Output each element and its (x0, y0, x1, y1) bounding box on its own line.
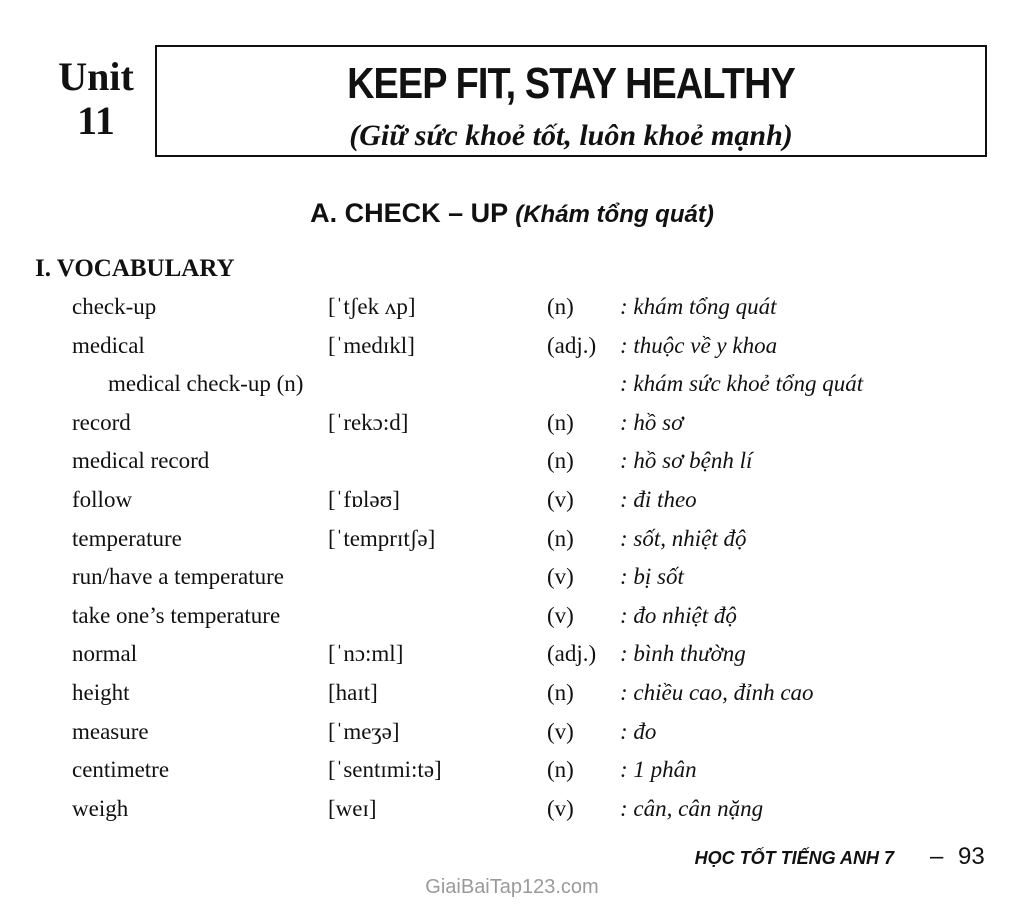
vocab-row (0, 329, 1024, 368)
vocab-meaning: : bị sốt (620, 564, 684, 590)
vocab-ipa: [weɪ] (328, 795, 377, 821)
vocab-word: medical check-up (n) (108, 371, 304, 397)
vocab-meaning: : khám tổng quát (620, 294, 777, 319)
vocab-pos: (n) (547, 757, 574, 783)
vocab-pos: (v) (547, 486, 574, 512)
main-title: KEEP FIT, STAY HEALTHY (347, 59, 795, 108)
vocab-pos: (n) (547, 679, 574, 705)
footer-book-title: HỌC TỐT TIẾNG ANH 7 (694, 848, 894, 868)
vocab-row (0, 367, 1024, 406)
vocab-word: temperature (72, 525, 182, 551)
vocab-row (0, 290, 1024, 329)
vocab-ipa: [ˈsentɪmi:tə] (328, 757, 442, 783)
vocab-meaning: : cân, cân nặng (620, 795, 764, 821)
vocab-word: normal (72, 641, 138, 667)
section-subtitle: (Khám tổng quát) (515, 201, 714, 228)
vocab-meaning: : hồ sơ bệnh lí (620, 448, 753, 474)
vocab-row (0, 753, 1024, 792)
vocab-row (0, 444, 1024, 483)
title-subtitle: (Giữ sức khoẻ tốt, luôn khoẻ mạnh) (349, 119, 793, 152)
page-number: 93 (958, 843, 985, 870)
vocab-word: check-up (72, 294, 157, 319)
vocab-row (0, 522, 1024, 561)
vocab-word: take one’s temperature (72, 602, 281, 628)
unit-number: 11 (77, 98, 115, 143)
unit-word: Unit (58, 54, 134, 99)
vocab-row (0, 406, 1024, 445)
vocab-meaning: : hồ sơ (620, 409, 684, 435)
vocab-pos: (n) (547, 409, 574, 435)
watermark: GiaiBaiTap123.com (425, 876, 599, 898)
vocabulary-heading: I. VOCABULARY (35, 255, 235, 282)
vocab-pos: (adj.) (547, 332, 597, 358)
vocab-pos: (adj.) (547, 641, 597, 667)
vocab-word: height (72, 679, 130, 705)
vocab-meaning: : sốt, nhiệt độ (620, 525, 747, 551)
vocab-meaning: : khám sức khoẻ tổng quát (620, 371, 864, 397)
vocab-pos: (n) (547, 294, 574, 319)
vocab-ipa: [haɪt] (328, 679, 378, 705)
vocab-word: record (72, 409, 131, 435)
vocab-row (0, 599, 1024, 638)
vocab-pos: (n) (547, 448, 574, 474)
vocab-pos: (v) (547, 602, 574, 628)
vocab-meaning: : bình thường (620, 641, 746, 667)
vocab-ipa: [ˈmedɪkl] (328, 332, 415, 358)
vocab-meaning: : đo (620, 718, 657, 744)
vocab-pos: (v) (547, 718, 574, 744)
vocab-word: medical record (72, 448, 210, 474)
vocab-row (0, 715, 1024, 754)
vocab-row (0, 637, 1024, 676)
vocab-meaning: : thuộc về y khoa (620, 332, 778, 358)
unit-label (40, 55, 152, 143)
footer-dash: – (930, 843, 944, 870)
vocab-ipa: [ˈrekɔ:d] (328, 409, 409, 435)
vocab-ipa: [ˈfɒləʊ] (328, 486, 400, 512)
title-box (155, 45, 987, 157)
vocab-ipa: [ˈtʃek ʌp] (328, 294, 416, 319)
vocab-pos: (v) (547, 795, 574, 821)
vocab-meaning: : chiều cao, đỉnh cao (620, 679, 814, 705)
vocab-row (0, 792, 1024, 831)
vocab-word: weigh (72, 795, 129, 821)
vocab-word: run/have a temperature (72, 564, 284, 590)
vocab-pos: (n) (547, 525, 574, 551)
vocab-meaning: : đo nhiệt độ (620, 602, 737, 628)
vocab-ipa: [ˈnɔ:ml] (328, 641, 404, 667)
vocab-ipa: [ˈmeʒə] (328, 718, 400, 744)
vocab-ipa: [ˈtemprɪtʃə] (328, 525, 436, 551)
vocab-row (0, 483, 1024, 522)
vocab-pos: (v) (547, 564, 574, 590)
vocab-word: measure (72, 718, 149, 744)
vocab-meaning: : 1 phân (620, 757, 697, 783)
vocab-word: centimetre (72, 757, 170, 783)
section-heading (0, 198, 1024, 229)
vocab-word: medical (72, 332, 145, 358)
vocab-row (0, 560, 1024, 599)
vocabulary-list (0, 290, 1024, 830)
vocab-row (0, 676, 1024, 715)
vocab-word: follow (72, 486, 133, 512)
section-title: A. CHECK – UP (310, 198, 508, 228)
vocab-meaning: : đi theo (620, 486, 697, 512)
